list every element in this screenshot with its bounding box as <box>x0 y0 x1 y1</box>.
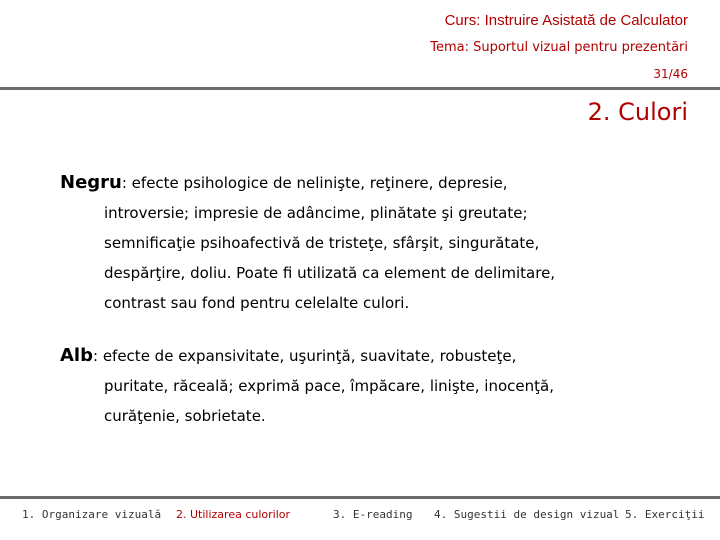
theme-title: Tema: Suportul vizual pentru prezentări <box>430 40 688 55</box>
paragraph-first-line <box>60 168 680 198</box>
nav-link-e-reading[interactable]: 3. E-reading <box>333 508 413 521</box>
paragraph-line: introversie; impresie de adâncime, plinătate şi greutate; <box>104 204 528 222</box>
paragraph-line: despărţire, doliu. Poate fi utilizată ca element de delimitare, <box>104 264 556 282</box>
definition-text: : efecte psihologice de nelinişte, reţinere, depresie, <box>121 174 508 192</box>
paragraph-line: contrast sau fond pentru celelalte culori. <box>104 294 410 312</box>
nav-link-organizare-vizuala[interactable]: 1. Organizare vizuală <box>22 508 162 521</box>
nav-link-sugestii-design[interactable]: 4. Sugestii de design vizual <box>434 508 620 521</box>
paragraph-first-line <box>60 341 680 371</box>
nav-link-utilizarea-culorilor[interactable]: 2. Utilizarea culorilor <box>176 508 291 521</box>
footer-nav <box>0 496 720 540</box>
paragraph-alb <box>60 341 680 431</box>
term-alb: Alb <box>60 345 93 366</box>
paragraph-line: curăţenie, sobrietate. <box>104 407 266 425</box>
page-number: 31/46 <box>653 67 688 81</box>
nav-link-exercitii[interactable]: 5. Exerciţii <box>625 508 705 521</box>
header-divider <box>0 87 720 90</box>
paragraph-negru <box>60 168 680 318</box>
paragraph-line: semnificaţie psihoafectivă de tristeţe, sfârşit, singurătate, <box>104 234 540 252</box>
footer-divider <box>0 496 720 499</box>
slide-title: 2. Culori <box>587 98 688 126</box>
term-negru: Negru <box>60 172 122 193</box>
course-title: Curs: Instruire Asistată de Calculator <box>444 12 688 29</box>
paragraph-line: puritate, răceală; exprimă pace, împăcare, linişte, inocenţă, <box>104 377 554 395</box>
definition-text: : efecte de expansivitate, uşurinţă, suavitate, robusteţe, <box>93 347 517 365</box>
